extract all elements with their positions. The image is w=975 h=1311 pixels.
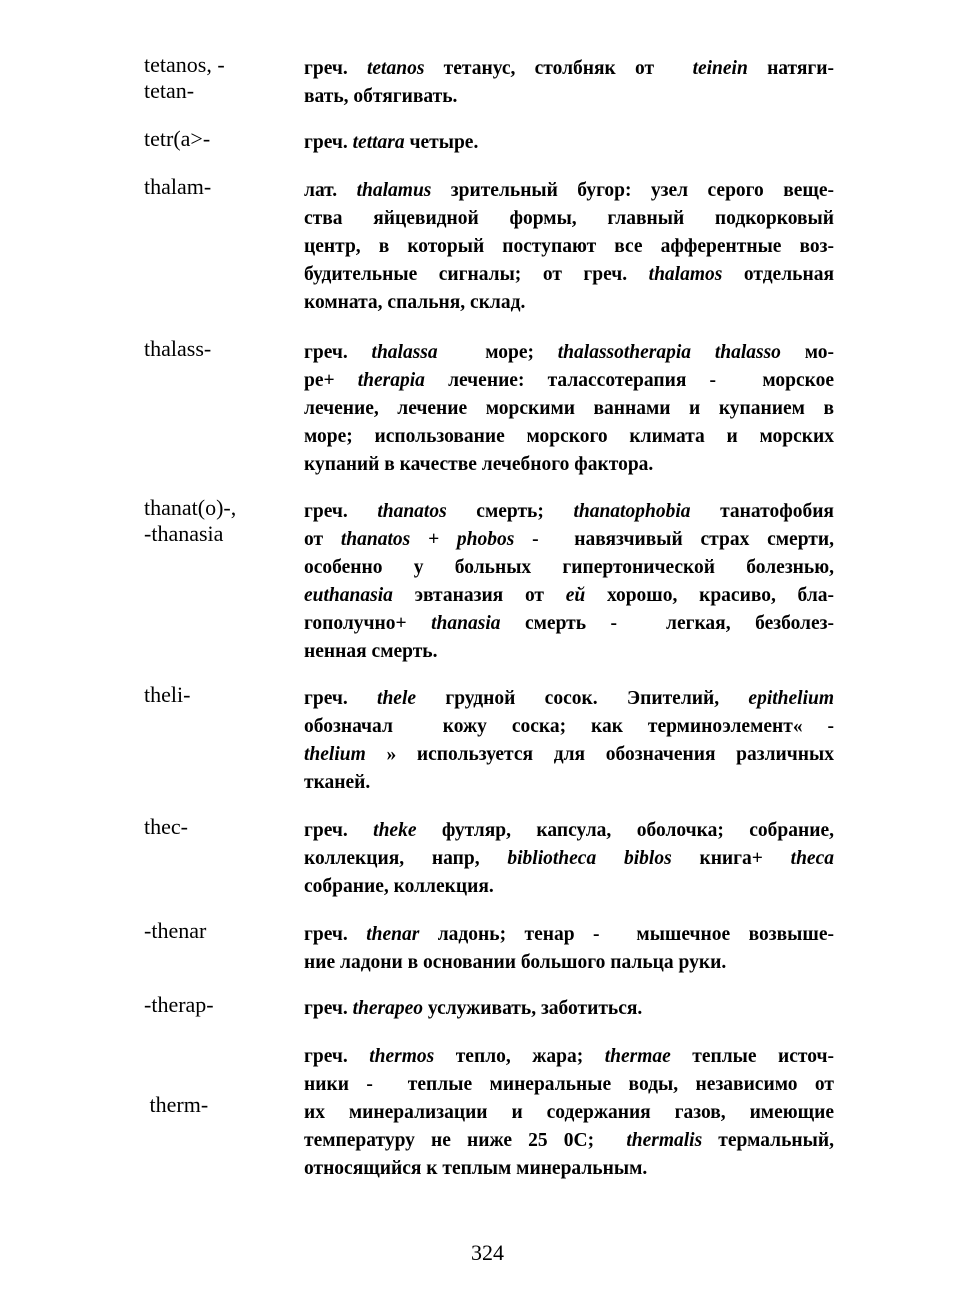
definition-text: коллекция, напр, [304,848,508,869]
definition-text: купаний в качестве лечебного фактора. [304,454,654,475]
definition-text: ства яйцевидной формы, главный подкорковый [304,208,834,229]
definition-text: собрание, коллекция. [304,876,494,897]
definition-text: термальный, [702,1130,834,1151]
definition-text: будительные сигналы; от греч. [304,264,649,285]
latin-term: epithelium [748,688,835,709]
definition-text: центр, в который поступают все афферентные воз- [304,236,834,257]
latin-term: thermos [369,1046,435,1067]
term-line: thanat(o)-, [144,495,237,520]
definition-line [304,1043,834,1071]
latin-term: thanatophobia [573,501,691,522]
latin-term: tettara [352,132,405,153]
definition-line [304,129,834,157]
definition-text: ние ладони в основании большого пальца руки. [304,952,727,973]
definition-text: футляр, капсула, оболочка; собрание, [416,820,834,841]
term-line: -thenar [144,918,207,943]
definition-line [304,526,834,554]
definition-line [304,949,834,977]
definition-line [304,289,834,317]
definition-line [304,769,834,797]
latin-term: thermalis [626,1130,703,1151]
definition-text: греч. [304,501,378,522]
term-line: thalass- [144,336,212,361]
latin-term: theke [373,820,417,841]
definition-text: греч. [304,998,353,1019]
entry-term [144,336,294,362]
definition-text: услуживать, заботиться. [423,998,643,1019]
definition-line [304,1127,834,1155]
term-line: -thanasia [144,521,224,546]
definition-text: эвтаназия от [392,585,566,606]
entry-definition [304,685,834,797]
definition-text: ники - теплые минеральные воды, независимо от [304,1074,834,1095]
definition-line [304,817,834,845]
latin-term: euthanasia [304,585,393,606]
definition-line [304,685,834,713]
term-line: tetanos, - [144,52,225,77]
latin-term: thanatos [377,501,447,522]
definition-line [304,83,834,111]
latin-term: thalamos [648,264,723,285]
entry-term [144,992,294,1018]
entry-definition [304,995,834,1023]
term-line: theli- [144,682,191,707]
entry-term [144,1040,294,1170]
latin-term: teinein [692,58,748,79]
definition-line [304,233,834,261]
latin-term: thanasia [431,613,501,634]
definition-text: лечение, лечение морскими ваннами и купанием в [304,398,834,419]
term-line: tetan- [144,78,195,103]
definition-text: гополучно+ [304,613,432,634]
latin-term: thermae [604,1046,671,1067]
entry-definition [304,177,834,317]
latin-term: thelium [304,744,366,765]
latin-term: therapeo [352,998,424,1019]
term-line: thec- [144,814,188,839]
entry-term [144,174,294,200]
definition-text: натяги- [747,58,834,79]
definition-text: греч. [304,924,367,945]
entry-term [144,126,294,152]
definition-line [304,713,834,741]
entry-definition [304,1043,834,1183]
definition-line [304,395,834,423]
definition-text: греч. [304,1046,370,1067]
definition-text: смерть; [446,501,574,522]
definition-text: танатофобия [690,501,834,522]
definition-text: - навязчивый страх смерти, [514,529,834,550]
definition-text: обозначал кожу соска; как терминоэлемент« - [304,716,834,737]
entry-definition [304,817,834,901]
latin-term: thalamus [356,180,432,201]
definition-text: смерть - легкая, безболез- [500,613,834,634]
definition-text: » используется для обозначения различных [365,744,834,765]
entry-definition [304,55,834,111]
definition-text: греч. [304,342,372,363]
definition-line [304,177,834,205]
latin-term: therapia [357,370,425,391]
latin-term: thele [377,688,417,709]
definition-text: комната, спальня, склад. [304,292,526,313]
entry-definition [304,921,834,977]
latin-term: thenar [366,924,420,945]
definition-line [304,261,834,289]
definition-text: грудной сосок. Эпителий, [416,688,749,709]
definition-line [304,554,834,582]
definition-line [304,367,834,395]
term-line: tetr(a>- [144,126,211,151]
definition-text: греч. [304,688,378,709]
definition-text: хорошо, красиво, бла- [585,585,834,606]
latin-term: thanatos + phobos [340,529,515,550]
definition-text: книга+ [671,848,791,869]
entry-definition [304,339,834,479]
definition-line [304,498,834,526]
definition-text: море; использование морского климата и морских [304,426,834,447]
definition-line [304,1155,834,1183]
definition-line [304,845,834,873]
latin-term: thalassa [371,342,438,363]
definition-line [304,205,834,233]
page-number: 324 [471,1240,504,1265]
definition-text: температуру не ниже 25 0С; [304,1130,627,1151]
definition-text: ре+ [304,370,358,391]
entry-term [144,682,294,708]
definition-text: греч. [304,58,367,79]
entry-definition [304,129,834,157]
definition-line [304,921,834,949]
term-line: therm- [144,1092,209,1117]
definition-text: лечение: талассотерапия - морское [424,370,834,391]
definition-line [304,339,834,367]
definition-text: вать, обтягивать. [304,86,458,107]
definition-text: тепло, жара; [434,1046,605,1067]
definition-line [304,1071,834,1099]
definition-line [304,638,834,666]
definition-text: греч. [304,820,374,841]
definition-text: относящийся к теплым минеральным. [304,1158,648,1179]
definition-line [304,55,834,83]
entry-term [144,52,294,104]
definition-text: ненная смерть. [304,641,438,662]
latin-term: thalassotherapia thalasso [557,342,781,363]
definition-text: от [304,529,341,550]
latin-term: bibliotheca biblos [507,848,672,869]
definition-text: тетанус, столбняк от [424,58,693,79]
definition-text: море; [437,342,558,363]
definition-text: лат. [304,180,357,201]
entry-term [144,918,294,944]
definition-text: теплые источ- [670,1046,834,1067]
definition-text: мо- [780,342,834,363]
definition-line [304,741,834,769]
definition-line [304,995,834,1023]
definition-line [304,610,834,638]
definition-text: отдельная [722,264,834,285]
latin-term: tetanos [366,58,425,79]
definition-text: тканей. [304,772,371,793]
definition-line [304,423,834,451]
latin-term: theca [790,848,834,869]
definition-text: их минерализации и содержания газов, имеющие [304,1102,834,1123]
definition-text: ладонь; тенар - мышечное возвыше- [419,924,834,945]
entry-term [144,495,294,547]
definition-text: особенно у больных гипертонической болезнью, [304,557,834,578]
definition-text: четыре. [404,132,479,153]
term-line: thalam- [144,174,212,199]
entry-definition [304,498,834,666]
definition-line [304,582,834,610]
latin-term: ей [565,585,586,606]
term-line: -therap- [144,992,214,1017]
definition-line [304,1099,834,1127]
entry-term [144,814,294,840]
definition-text: греч. [304,132,353,153]
definition-text: зрительный бугор: узел серого веще- [431,180,834,201]
definition-line [304,451,834,479]
definition-line [304,873,834,901]
